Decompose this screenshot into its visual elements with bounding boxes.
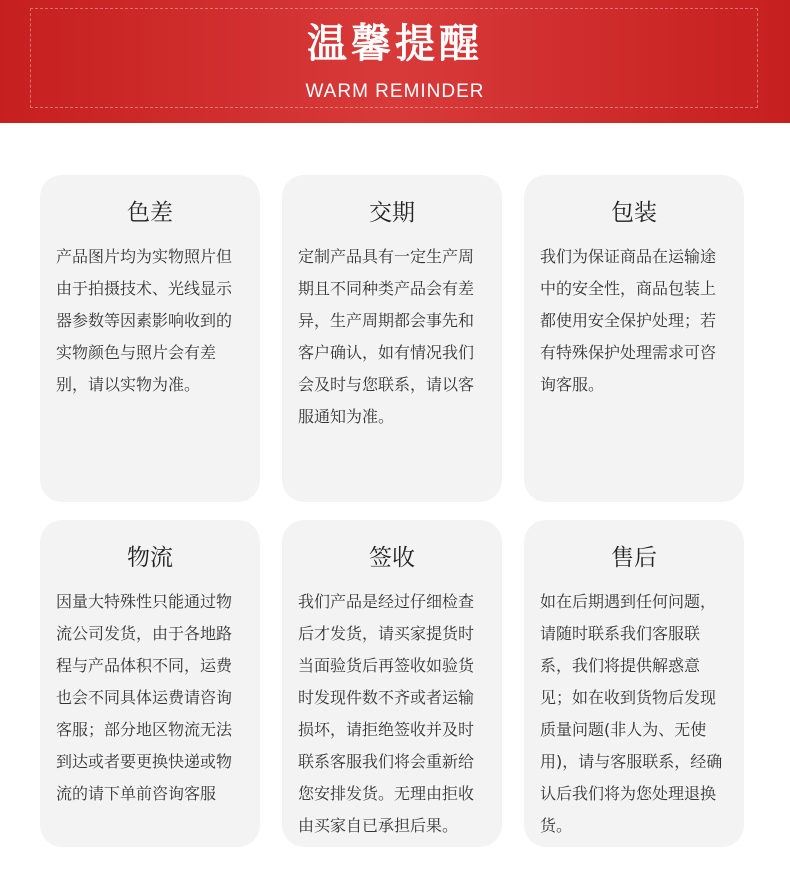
card-title: 售后 (611, 545, 657, 571)
card-body: 我们产品是经过仔细检查后才发货，请买家提货时当面验货后再签收如验货时发现件数不齐或者运输损坏，请拒绝签收并及时联系客服我们将会重新给您安排发货。无理由拒收由买家自已承担后果。 (298, 592, 475, 835)
card-title: 签收 (369, 545, 415, 571)
card-title: 物流 (127, 545, 173, 571)
card-body: 定制产品具有一定生产周期且不同种类产品会有差异，生产周期都会事先和客户确认，如有情况我们会及时与您联系，请以客服通知为准。 (298, 247, 475, 426)
card-packaging (524, 175, 744, 502)
card-receipt (282, 520, 502, 847)
page-subtitle: WARM REMINDER (305, 81, 485, 102)
card-body: 如在后期遇到任何问题，请随时联系我们客服联系，我们将提供解惑意见；如在收到货物后发现质量问题(非人为、无使用)，请与客服联系，经确认后我们将为您处理退换货。 (540, 592, 723, 835)
card-body: 因量大特殊性只能通过物流公司发货，由于各地路程与产品体积不同，运费也会不同具体运费请咨询客服；部分地区物流无法到达或者要更换快递或物流的请下单前咨询客服 (56, 592, 233, 803)
card-after-sales (524, 520, 744, 847)
card-body: 我们为保证商品在运输途中的安全性，商品包装上都使用安全保护处理；若有特殊保护处理需求可咨询客服。 (540, 247, 717, 394)
header-banner (0, 0, 790, 123)
card-logistics (40, 520, 260, 847)
card-title: 包装 (611, 200, 657, 226)
page-title: 温馨提醒 (307, 21, 483, 67)
card-body: 产品图片均为实物照片但由于拍摄技术、光线显示器参数等因素影响收到的实物颜色与照片会有差别，请以实物为准。 (56, 247, 233, 394)
card-title: 色差 (127, 200, 173, 226)
card-title: 交期 (369, 200, 415, 226)
card-delivery-time (282, 175, 502, 502)
card-color-difference (40, 175, 260, 502)
